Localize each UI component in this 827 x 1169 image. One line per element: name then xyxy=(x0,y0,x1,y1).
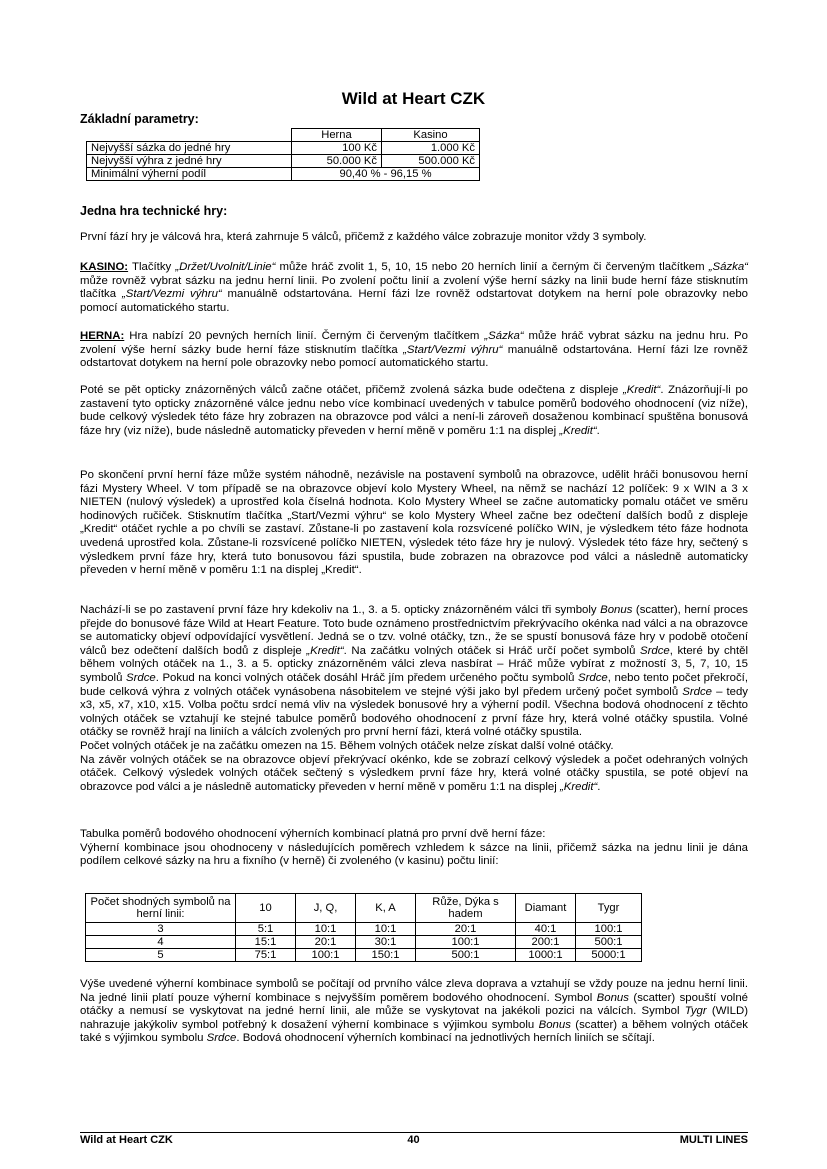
footer-section: MULTI LINES xyxy=(679,1134,748,1146)
table-cell: 5000:1 xyxy=(576,949,642,962)
table-cell: 15:1 xyxy=(236,936,296,949)
footer-title: Wild at Heart CZK xyxy=(80,1134,173,1146)
paragraph-bonus-feature: Nachází-li se po zastavení první fáze hry kdekoliv na 1., 3. a 5. opticky znázorněném válci tři symboly Bonus (scatter), herní proces přejde do bonusové fáze Wild at Heart Feature. Toto bude oznámeno prostřednictvím překrývacího okénka nad válci a na obrazovce se automaticky objeví odpovídající vysvětlení. Jedná se o tzv. volné otáčky, tzn., že se spustí bonusová fáze hry v podobě otočení válců bez odečtení dalších bodů z displeje „Kredit“. Na začátku volných otáček si Hráč určí počet symbolů Srdce, které by chtěl během volných otáček na 1., 3. a 5. opticky znázorněném válci zleva nasbírat – Hráč může vybírat z možností 3, 5, 7, 10, 15 symbolů Srdce. Pokud na konci volných otáček dosáhl Hráč jím předem určeného počtu symbolů Srdce, nebo tento počet překročí, bude celková výhra z volných otáček vynásobena násobitelem ve stejné výši jako byl předem určený počet symbolů Srdce – tedy x3, x5, x7, x10, x15. Volba počtu srdcí nemá vliv na výsledek bonusové hry a výherní podíl. Všechna bodová ohodnocení z těchto volných otáček se vztahují ke stejné tabulce poměrů bodového ohodnocení z první fáze hry, která volné otáčky spustila. Volné otáčky se rovněž hrají na liniích a válcích zvolených pro první herní fázi, která volné otáčky spustila. Počet volných otáček je na začátku omezen na 15. Během volných otáček nelze získat další volné otáčky. Na závěr volných otáček se na obrazovce objeví překrývací okénko, kde se zobrazí celkový výsledek a počet odehraných volných otáček. Celkový výsledek volných otáček sečtený s výsledkem první fáze hry, která volné otáčky spustila, se poté objeví na obrazovce pod válci a je následně automaticky převeden v herní měně v poměru 1:1 na displej „Kredit“. xyxy=(80,604,749,793)
table-cell: 100:1 xyxy=(416,936,516,949)
params-row-herna: 100 Kč xyxy=(292,142,382,155)
table-cell: 1000:1 xyxy=(516,949,576,962)
params-table xyxy=(86,128,480,181)
table-cell: 5 xyxy=(86,949,236,962)
table-cell: 20:1 xyxy=(296,936,356,949)
table-cell: 40:1 xyxy=(516,923,576,936)
table-cell: 100:1 xyxy=(296,949,356,962)
paragraph-table-intro: Tabulka poměrů bodového ohodnocení výherních kombinací platná pro první dvě herní fáze: Výherní kombinace jsou ohodnoceny v následujících poměrech vzhledem k sázce na linii, přičemž sázka na jednu linii je dána podílem celkové sázky na hru a fixního (v herně) či zvoleného (v kasinu) počtu linií: xyxy=(80,828,748,868)
paragraph-intro: První fází hry je válcová hra, která zahrnuje 5 válců, přičemž z každého válce zobrazuje monitor vždy 3 symboly. xyxy=(80,231,647,243)
herna-label: HERNA: xyxy=(80,330,125,342)
table-cell: 3 xyxy=(86,923,236,936)
params-row-herna: 50.000 Kč xyxy=(292,155,382,168)
header-cell: K, A xyxy=(356,894,416,923)
params-col-kasino: Kasino xyxy=(382,129,480,142)
tech-heading: Jedna hra technické hry: xyxy=(80,204,228,218)
table-cell: 75:1 xyxy=(236,949,296,962)
table-cell: 30:1 xyxy=(356,936,416,949)
table-cell: 500:1 xyxy=(576,936,642,949)
params-row xyxy=(87,142,480,155)
kasino-label: KASINO: xyxy=(80,261,129,273)
paragraph-kasino: KASINO: Tlačítky „Držet/Uvolnit/Linie“ může hráč zvolit 1, 5, 10, 15 nebo 20 herních linií a černým či červeným tlačítkem „Sázka“ může rovněž vybrat sázku na jednu herní linii. Po zvolení počtu linií a zvolení výše herní sázky na linii bude herní fáze stisknutím tlačítka „Start/Vezmi výhru“ manuálně odstartována. Herní fázi lze rovněž odstartovat dotykem na herní pole obrazovky nebo pomocí automatického startu. xyxy=(80,261,749,314)
params-col-herna: Herna xyxy=(292,129,382,142)
header-cell: Tygr xyxy=(576,894,642,923)
paragraph-mystery-wheel: Po skončení první herní fáze může systém náhodně, nezávisle na postavení symbolů na obrazovce, udělit hráči bonusovou herní fázi Mystery Wheel. V tom případě se na obrazovce objeví kolo Mystery Wheel, na němž se nachází 12 políček: 9 x WIN a 3 x NIETEN (nulový výsledek) a uprostřed kola číselná hodnota. Kolo Mystery Wheel se začne automaticky pomalu otáčet ve směru hodinových ručiček. Stisknutím tlačítka „Start/Vezmi výhru“ se kolo Mystery Wheel začne bez odečtení dalších bodů z displeje „Kredit“ otáčet rychle a po chvíli se zastaví. Zůstane-li po zastavení kola rozsvícené políčko WIN, je výsledkem této fáze hodnota uvedená uprostřed kola. Zůstane-li rozsvícené políčko NIETEN, výsledek této fáze hry je nulový. Výsledek této fáze hry, sečtený s výsledkem první fáze hry, která tuto bonusovou fázi spustila, bude zobrazen na obrazovce pod válci a následně automaticky převeden v herní měně v poměru 1:1 na displej „Kredit“. xyxy=(80,469,748,577)
table-cell: 10:1 xyxy=(296,923,356,936)
table-cell: 4 xyxy=(86,936,236,949)
table-row xyxy=(86,923,642,936)
params-heading: Základní parametry: xyxy=(80,112,199,126)
header-cell: Růže, Dýka s hadem xyxy=(416,894,516,923)
params-min-value: 90,40 % - 96,15 % xyxy=(292,168,480,181)
header-cell: Diamant xyxy=(516,894,576,923)
params-row-kasino: 500.000 Kč xyxy=(382,155,480,168)
symbols-table-header xyxy=(86,894,642,923)
table-row xyxy=(86,949,642,962)
table-row xyxy=(86,936,642,949)
table-cell: 20:1 xyxy=(416,923,516,936)
paragraph-rules: Výše uvedené výherní kombinace symbolů se počítají od prvního válce zleva doprava a vztahují se vždy pouze na jednu herní linii. Na jedné linii platí pouze výherní kombinace s nejvyšším poměrem bodového ohodnocení. Symbol Bonus (scatter) spouští volné otáčky a nemusí se vyskytovat na jedné herní linii, ale může se vyskytovat na jakékoli pozici na válcích. Symbol Tygr (WILD) nahrazuje jakýkoliv symbol potřebný k dosažení výherní kombinace s výjimkou symbolu Bonus (scatter) a během volných otáček také s výjimkou symbolu Srdce. Bodová ohodnocení výherních kombinací na jednotlivých herních liniích se sčítají. xyxy=(80,978,748,1045)
table-cell: 500:1 xyxy=(416,949,516,962)
table-cell: 100:1 xyxy=(576,923,642,936)
params-table-corner xyxy=(87,129,292,142)
footer-divider xyxy=(80,1132,748,1133)
table-cell: 10:1 xyxy=(356,923,416,936)
params-row-label: Nejvyšší výhra z jedné hry xyxy=(87,155,292,168)
header-cell: Počet shodných symbolů na herní linii: xyxy=(86,894,236,923)
params-row xyxy=(87,155,480,168)
table-cell: 200:1 xyxy=(516,936,576,949)
paragraph-herna: HERNA: Hra nabízí 20 pevných herních linií. Černým či červeným tlačítkem „Sázka“ může hráč vybrat sázku na jednu hru. Po zvolení výše herní sázky bude herní fáze stisknutím tlačítka „Start/Vezmi výhru“ manuálně odstartována. Herní fázi lze rovněž odstartovat dotykem na herní pole obrazovky nebo pomocí automatického startu. xyxy=(80,330,748,370)
params-row-kasino: 1.000 Kč xyxy=(382,142,480,155)
page-title: Wild at Heart CZK xyxy=(341,89,486,108)
table-cell: 150:1 xyxy=(356,949,416,962)
params-min-label: Minimální výherní podíl xyxy=(87,168,292,181)
symbols-table xyxy=(85,893,642,962)
paragraph-reels: Poté se pět opticky znázorněných válců začne otáčet, přičemž zvolená sázka bude odečtena z displeje „Kredit“. Znázorňují-li po zastavení tyto opticky znázorněné válce jednu nebo více kombinací uvedených v tabulce poměrů bodového ohodnocení (viz níže), bude celkový výsledek této fáze hry zobrazen na obrazovce pod válci a není-li zároveň dosaženou kombinací spuštěna bonusová fáze hry (viz níže), bude následně automaticky převeden v herní měně v poměru 1:1 na displej „Kredit“. xyxy=(80,384,748,437)
free-spins-limit: Počet volných otáček je na začátku omezen na 15. Během volných otáček nelze získat další volné otáčky. xyxy=(80,739,614,752)
header-cell: J, Q, xyxy=(296,894,356,923)
page-number: 40 xyxy=(407,1134,420,1146)
params-row xyxy=(87,168,480,181)
header-cell: 10 xyxy=(236,894,296,923)
table-cell: 5:1 xyxy=(236,923,296,936)
params-row-label: Nejvyšší sázka do jedné hry xyxy=(87,142,292,155)
